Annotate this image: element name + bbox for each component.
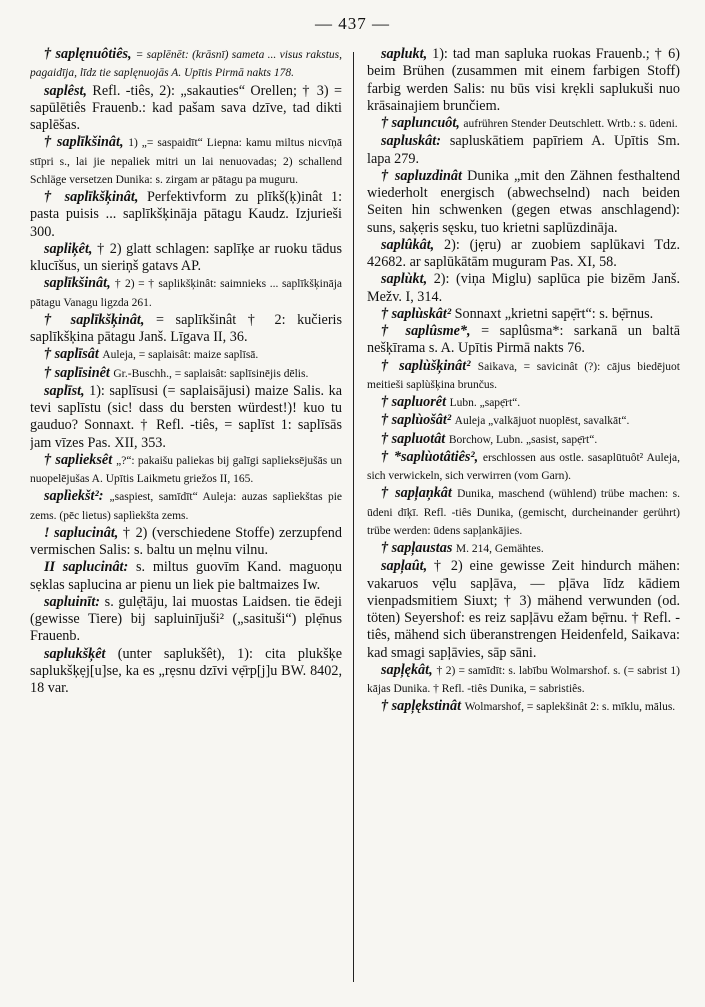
headword: † *saplùotâtiês²,: [381, 448, 479, 465]
entry-body: Saikava, = savicinât (?): cājus biedējuot meitieši saplùšķina brunčus.: [367, 360, 680, 391]
entry-body: Auleja, = saplaisât: maize saplīsā.: [102, 349, 259, 362]
left-column: [30, 46, 342, 994]
entry: [367, 412, 680, 430]
entry-body: Auleja „valkājuot nuoplēst, savalkāt“.: [454, 415, 630, 428]
entry-body: † 2) eine gewisse Zeit hindurch mähen: vakaruos vẹ̄lu sapļāva, — pļāva līdz kādiem vienpadsmitiem Siuxt; † 3) mähend verwunden (od. töten) Seyershof: es reiz sapļāvu ežam bẹ̄rnu. † Refl. -tiês, mähend sich überanstrengen Heidenfeld, Saikava: kad smagi sapļāvies, sāp sāni.: [367, 558, 680, 661]
entry: [367, 485, 680, 540]
entry: [367, 662, 680, 699]
entry: [367, 449, 680, 486]
entry-body: = saplīkšinât † 2: kučieris saplīkšķina pātagu Janš. Līgava II, 36.: [30, 311, 342, 345]
entry: [30, 241, 342, 276]
entry: [30, 312, 342, 347]
entry-body: 2): (jẹru) ar zuobiem saplūkavi Tdz. 42682. ar saplūkātām muguram Pas. XI, 58.: [367, 236, 680, 270]
entry-body: Borchow, Lubn. „sasist, sapẹ̄rt“.: [448, 433, 598, 446]
headword: sapliķêt,: [44, 240, 93, 257]
entry: [30, 452, 342, 489]
entry: [30, 488, 342, 525]
headword: ! saplucinât,: [44, 524, 119, 541]
entry: [367, 306, 680, 323]
entry-body: Wolmarshof, = saplekšinât 2: s. mīklu, mālus.: [464, 701, 676, 714]
headword: † sapļaņkât: [381, 485, 452, 502]
entry-body: † 2) = † saplikšķinât: saimnieks ... saplīkšķināja pātagu Vanagu ligzda 261.: [30, 278, 342, 309]
entry: [367, 237, 680, 272]
entry: [367, 46, 680, 115]
headword: saplûkât,: [381, 236, 435, 253]
entry: [367, 558, 680, 662]
headword: saplīst,: [44, 382, 85, 399]
headword: † saplīsinêt: [44, 364, 110, 381]
headword: † sapluotât: [381, 430, 446, 447]
entry-body: „saspiest, samīdīt“ Auleja: auzas saplìekštas pie zems. (pēc lietus) saplìekšta zems.: [30, 491, 342, 522]
entry-body: = saplûsma*: sarkanā un baltā nešķīrama s. A. Upītis Pirmā nakts 76.: [367, 323, 680, 357]
entry-body: M. 214, Gemähtes.: [455, 543, 544, 555]
headword: † sapļękstinât: [381, 698, 462, 715]
headword: II saplucinât:: [44, 559, 129, 576]
entry: [367, 115, 680, 133]
headword: saplêst,: [44, 82, 87, 99]
entry-body: „?“: pakaišu paliekas bij galīgi saplieksējušās un nuopelējušas A. Upītis Laikmetu griežos II, 165.: [30, 454, 342, 485]
right-column: [367, 46, 680, 994]
headword: † saplīkšķinât,: [44, 311, 145, 328]
entry: [30, 525, 342, 560]
page-number: — 437 —: [315, 14, 390, 33]
entry-body: s. gulẹ̄tāju, lai muostas Laidsen. tie ēdeji (gewisse Tiere) bij sapluinījuši² („sasituši“) plẹ̄nus Frauenb.: [30, 593, 342, 645]
entry-body: 2): (viņa Miglu) saplūca pie bizēm Janš. Mežv. I, 314.: [367, 271, 680, 305]
headword: saplukšķêt: [44, 645, 106, 662]
entry-body: Gr.-Buschh., = saplaisât: saplīsinējis dēlis.: [113, 367, 309, 380]
entry-body: (unter saplukšêt), 1): cita plukšķe saplukšķẹj[u]se, ka es „rẹsnu dzīvi vẹ̄rp[j]u BW. 8402, 18 var.: [30, 645, 342, 696]
entry-body: Dunika, maschend (wühlend) trübe machen: s. ūdeni dīķī. Refl. -tiês Dunika, (gemischt, durcheinander gerührt) trübe werden: ūdens sapļankājies.: [367, 488, 680, 537]
headword: † sapļaustas: [381, 540, 453, 556]
entry-body: Refl. -tiês, 2): „sakauties“ Orellen; † 3) = sapūlētiês Frauenb.: kad pašam sava dzīve, tad dikti saplēšas.: [30, 82, 342, 133]
headword: † saplûsme*,: [381, 323, 471, 339]
entry: [367, 271, 680, 306]
headword: sapļękât,: [381, 661, 433, 678]
entry: [30, 83, 342, 135]
entry-body: 1): saplīsusi (= saplaisājusi) maize Salis. ka tevi saplīstu (sic! dass du bersten würdest!)! kuo tu gauduo? Sonnaxt. † Refl. -tiês, = saplīst 1: saplīsās jam vīzes Pas. XII, 353.: [30, 382, 342, 451]
entry-body: † 2) = samīdīt: s. labību Wolmarshof. s. (= sabrist 1) kājas Dunika. † Refl. -tiês Dunika, = sabristiês.: [367, 664, 680, 695]
entry: [30, 346, 342, 364]
headword: sapluinīt:: [44, 593, 100, 610]
headword: † sapluzdinât: [381, 167, 462, 184]
entry: [30, 383, 342, 452]
entry-body: Lubn. „sapẹ̄rt“.: [449, 397, 521, 409]
entry-body: 1): tad man sapluka ruokas Frauenb.; † 6) beim Brühen (zusammen mit einem farbigen Stoff) farbig werden Salis: nu būs visi krẹkli saplukuši nuo krāsainajiem brunčiem.: [367, 46, 680, 114]
headword: † sapluncuôt,: [381, 115, 460, 131]
entry-body: † 2) (verschiedene Stoffe) zerzupfend vermischen Salis: s. baltu un mẹlnu vilnu.: [30, 524, 342, 558]
headword: † saplùošât²: [381, 412, 452, 429]
entry-body: Sonnaxt „krietni sapẹ̄rt“: s. bẹ̄rnus.: [454, 305, 654, 322]
entry-body: = saplēnēt: (krāsnī) sameta ... visus rakstus, pagaidīja, līdz tie saplęnuojās A. Upītis Pirmā nakts 178.: [30, 49, 342, 80]
entry: [367, 540, 680, 558]
entry: [367, 168, 680, 237]
entry-body: erschlossen aus ostle. sasaplūtuôt² Auleja, sich verwickeln, sich verwirren (vom Garn).: [367, 451, 680, 482]
headword: † saplęnuôtiês,: [44, 46, 132, 62]
entry: [367, 394, 680, 412]
entry: [30, 46, 342, 83]
entry: [367, 133, 680, 168]
entry-body: 1) „= saspaidīt“ Liepna: kamu miltus nicvīņā stīpri s., lai jie nepaliek mitri un lai nenuovadas; 2) schallend Schläge versetzen Dunika: s. zirgam ar pātagu pa muguru.: [30, 137, 342, 186]
headword: sapļaût,: [381, 558, 428, 575]
entry: [30, 134, 342, 189]
entry-body: s. miltus guovīm Kand. maguoņu sẹklas saplucina ar pienu un liek pie baltmaizes Iw.: [30, 559, 342, 593]
column-divider: [353, 52, 354, 982]
entry: [30, 594, 342, 646]
entry: [30, 365, 342, 383]
entry-body: Perfektivform zu plīkš(ķ)inât 1: pasta puisis ... saplīkšķināja pātagu Kaudz. Izjurieši 300.: [30, 189, 342, 240]
headword: saplukt,: [381, 46, 428, 62]
headword: saplīkšinât,: [44, 275, 111, 292]
headword: sapluskât:: [381, 133, 441, 150]
headword: † saplīkšinât,: [44, 134, 124, 151]
headword: † saplùskât²: [381, 305, 452, 322]
entry: [30, 559, 342, 594]
headword: † saplùšķinât²: [381, 357, 471, 374]
entry-body: † 2) glatt schlagen: saplīķe ar ruoku tādus klucīšus, un sieriņš gatavs AP.: [30, 240, 342, 274]
entry: [367, 698, 680, 716]
entry: [30, 275, 342, 312]
entry-body: Dunika „mit den Zähnen festhaltend wiederholt energisch (abwechselnd) nach beiden Seiten hin schwenken (gegen etwas anschlagend): suns, saķẹris sęsku, tuo krietni saplūzdināja.: [367, 167, 680, 236]
headword: † saplieksêt: [44, 451, 113, 468]
headword: saplùkt,: [381, 271, 428, 288]
entry: [367, 323, 680, 358]
entry: [30, 189, 342, 241]
entry: [30, 646, 342, 698]
entry-body: sapluskātiem papīriem A. Upītis Sm. lapa 279.: [367, 133, 680, 167]
entry: [367, 358, 680, 395]
entry-body: aufrühren Stender Deutschlett. Wrtb.: s. ūdeni.: [463, 118, 678, 130]
headword: saplìekšt²:: [44, 488, 104, 505]
entry: [367, 431, 680, 449]
headword: † saplīkšķinât,: [44, 189, 139, 205]
headword: † saplīsât: [44, 346, 99, 363]
headword: † sapluorêt: [381, 394, 447, 410]
